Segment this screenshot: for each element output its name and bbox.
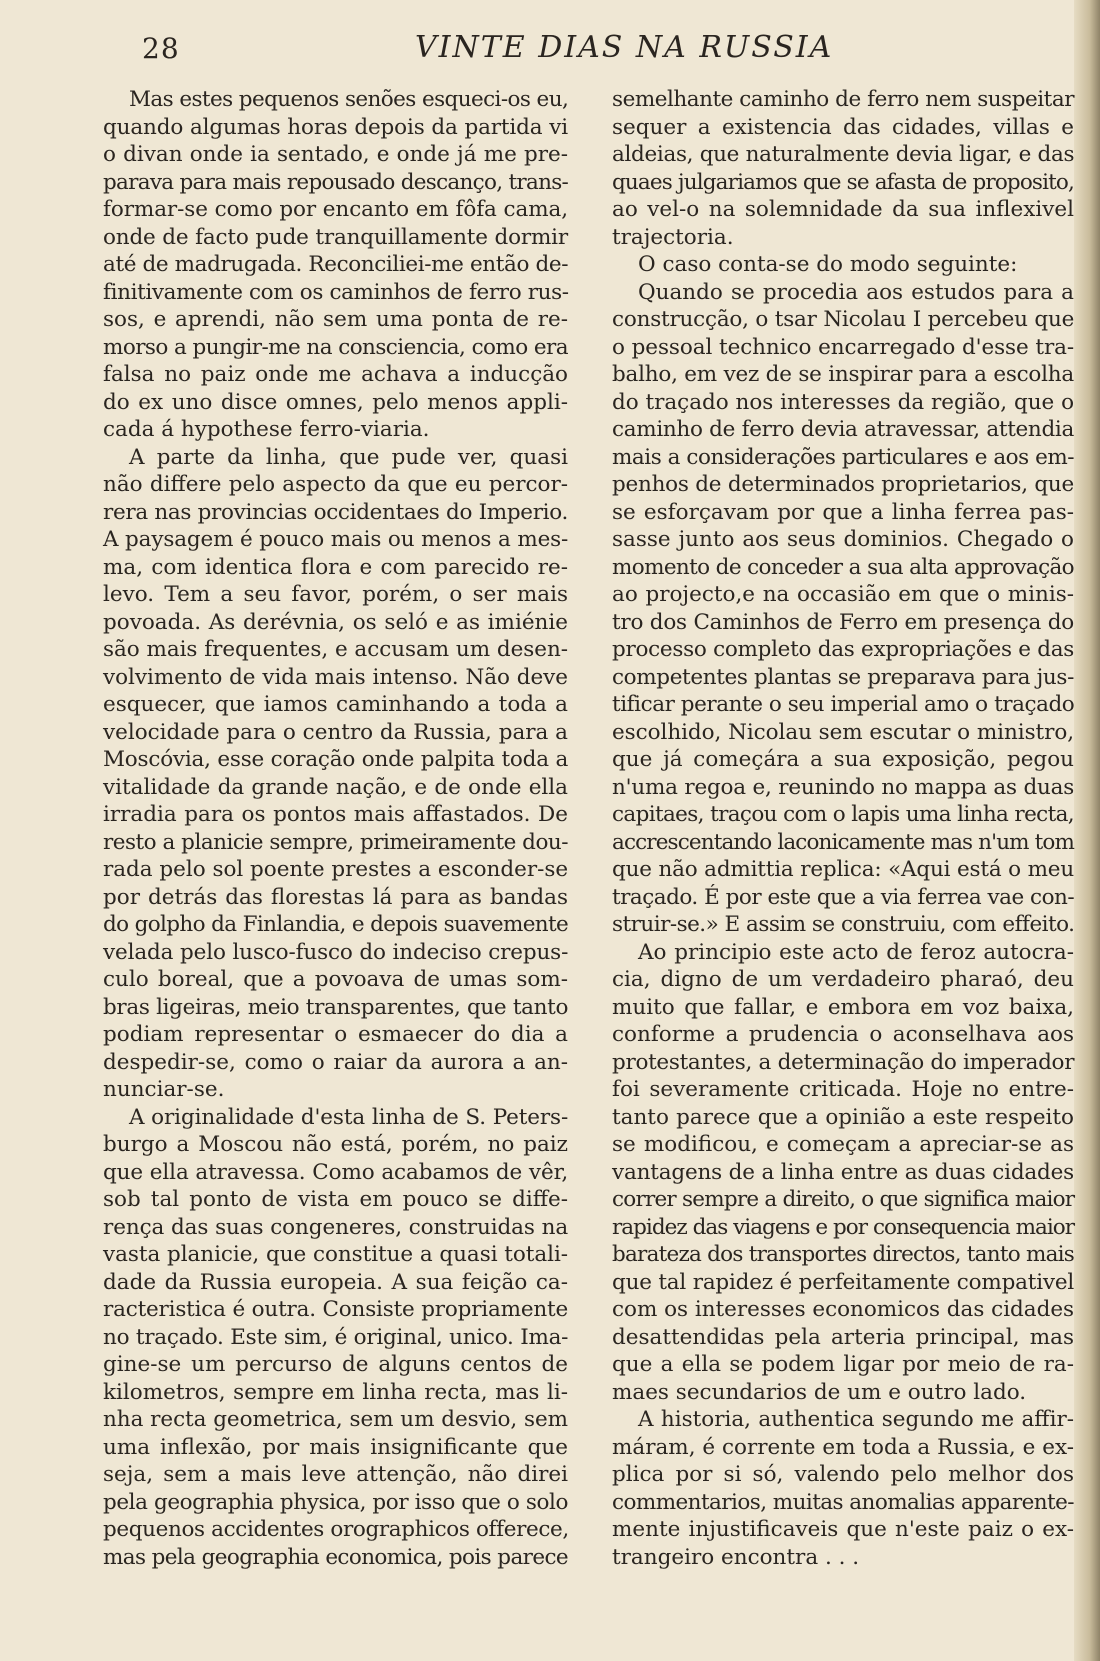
text-line: no traçado. Este sim, é original, unico. Ima-	[103, 1324, 569, 1350]
text-line: nha recta geometrica, sem um desvio, sem	[103, 1407, 568, 1432]
text-line: sequer a existencia das cidades, villas e	[612, 114, 1074, 140]
text-line: A historia, authentica segundo me affir-	[638, 1407, 1074, 1432]
text-line: struir-se.» E assim se construiu, com effeito.	[612, 912, 1075, 937]
text-line: vasta planicie, que constitue a quasi totali-	[103, 1242, 569, 1267]
text-line: bras ligeiras, meio transparentes, que tanto	[103, 994, 569, 1020]
text-line: traçado. É por este que a via ferrea vae con-	[612, 884, 1075, 910]
text-line: balho, em vez de se inspirar para a escolha	[612, 362, 1074, 387]
text-line: Mas estes pequenos senões esqueci-os eu,	[129, 87, 569, 112]
text-line: do traçado nos interesses da região, que o	[612, 389, 1074, 415]
text-line: nunciar-se.	[103, 1077, 225, 1102]
text-line: resto a planicie sempre, primeiramente dou-	[103, 829, 568, 855]
left-text-column	[103, 86, 568, 1571]
text-line: sasse junto aos seus dominios. Chegado o	[612, 527, 1074, 552]
text-line: plica por si só, valendo pelo melhor dos	[612, 1462, 1074, 1487]
text-line: escolhido, Nicolau sem escutar o ministro,	[612, 719, 1074, 745]
running-title: VINTE DIAS NA RUSSIA	[415, 30, 834, 65]
text-line: commentarios, muitas anomalias apparente-	[612, 1489, 1074, 1515]
text-line: correr sempre a direito, o que significa maior	[612, 1187, 1075, 1212]
text-line: penhos de determinados proprietarios, que	[612, 472, 1074, 497]
text-line: que já começára a sua exposição, pegou	[612, 747, 1074, 772]
text-line: processo completo das expropriações e das	[612, 637, 1075, 662]
text-line: irradia para os pontos mais affastados. De	[103, 802, 568, 827]
text-line: que não admittia replica: «Aqui está o meu	[612, 857, 1074, 882]
text-line: tificar perante o seu imperial amo o traçado	[612, 692, 1075, 717]
text-line: capitaes, traçou com o lapis uma linha recta,	[612, 802, 1074, 827]
text-line: gine-se um percurso de alguns centos de	[103, 1352, 568, 1377]
text-line: sob tal ponto de vista em pouco se diffe-	[103, 1187, 568, 1212]
text-line: burgo a Moscou não está, porém, no paiz	[103, 1132, 568, 1157]
right-text-column	[612, 86, 1074, 1571]
text-line: competentes plantas se preparava para jus-	[612, 664, 1074, 690]
text-line: A paysagem é pouco mais ou menos a mes-	[103, 527, 569, 552]
text-line: rada pelo sol poente prestes a esconder-se	[103, 857, 569, 882]
text-line: que ella atravessa. Como acabamos de vêr,	[103, 1159, 569, 1185]
text-line: tro dos Caminhos de Ferro em presença do	[612, 609, 1074, 635]
text-line: o pessoal technico encarregado d'esse tra-	[612, 334, 1075, 360]
text-line: aldeias, que naturalmente devia ligar, e das	[612, 142, 1075, 167]
text-line: que a ella se podem ligar por meio de ra-	[612, 1352, 1074, 1377]
text-line: A originalidade d'esta linha de S. Peters-	[129, 1104, 569, 1130]
text-line: quaes julgariamos que se afasta de proposito,	[612, 169, 1074, 195]
text-line: o divan onde ia sentado, e onde já me pre-	[103, 142, 568, 167]
text-line: A parte da linha, que pude ver, quasi	[129, 444, 568, 470]
text-line: mais a considerações particulares e aos em-	[612, 444, 1075, 470]
text-line: quando algumas horas depois da partida vi	[103, 114, 568, 140]
text-line: Moscóvia, esse coração onde palpita toda a	[103, 747, 569, 772]
text-line: desattendidas pela arteria principal, mas	[612, 1324, 1074, 1350]
text-line: formar-se como por encanto em fôfa cama,	[103, 197, 568, 222]
text-line: mente injustificaveis que n'este paiz o ex-	[612, 1517, 1074, 1542]
text-line: morso a pungir-me na consciencia, como era	[103, 334, 568, 360]
text-line: dade da Russia europeia. A sua feição ca-	[103, 1269, 568, 1295]
text-line: pela geographia physica, por isso que o solo	[103, 1489, 568, 1515]
text-line: levo. Tem a seu favor, porém, o ser mais	[103, 582, 568, 607]
text-line: máram, é corrente em toda a Russia, e ex-	[612, 1434, 1074, 1460]
text-line: do golpho da Finlandia, e depois suavemente	[103, 912, 569, 937]
text-line: vantagens de a linha entre as duas cidades	[612, 1159, 1075, 1185]
text-line: racteristica é outra. Consiste propriamente	[103, 1297, 568, 1322]
text-line: semelhante caminho de ferro nem suspeitar	[612, 87, 1074, 112]
text-line: falsa no paiz onde me achava a inducção	[103, 362, 568, 387]
text-line: rera nas provincias occidentaes do Imperio.	[103, 499, 568, 525]
page-number: 28	[142, 32, 180, 65]
text-line: finitivamente com os caminhos de ferro rus-	[103, 279, 569, 305]
text-line: não differe pelo aspecto da que eu percor-	[103, 472, 568, 497]
text-line: se esforçavam por que a linha ferrea pas-	[612, 499, 1074, 525]
text-line: pequenos accidentes orographicos offerece,	[103, 1517, 569, 1542]
text-line: parava para mais repousado descanço, trans-	[103, 169, 569, 195]
text-line: rapidez das viagens e por consequencia maior	[612, 1214, 1074, 1240]
page-edge	[1074, 0, 1100, 1661]
text-line: podiam representar o esmaecer do dia a	[103, 1022, 568, 1047]
text-line: caminho de ferro devia atravessar, attendia	[612, 417, 1074, 442]
text-line: ao projecto,e na occasião em que o minis-	[612, 582, 1074, 607]
text-line: esquecer, que iamos caminhando a toda a	[103, 692, 568, 717]
text-line: muito que fallar, e embora em voz baixa,	[612, 994, 1074, 1020]
text-line: tanto parece que a opinião a este respeito	[612, 1104, 1074, 1130]
text-line: se modificou, e começam a apreciar-se as	[612, 1132, 1074, 1157]
text-line: cada á hypothese ferro-viaria.	[103, 417, 430, 442]
text-line: conforme a prudencia o aconselhava aos	[612, 1022, 1074, 1047]
text-line: barateza dos transportes directos, tanto mais	[612, 1242, 1075, 1267]
text-line: cia, digno de um verdadeiro pharaó, deu	[612, 967, 1074, 992]
text-line: n'uma regoa e, reunindo no mappa as duas	[612, 774, 1075, 800]
text-line: kilometros, sempre em linha recta, mas li-	[103, 1379, 568, 1405]
text-line: ma, com identica flora e com parecido re-	[103, 554, 568, 580]
text-line: vitalidade da grande nação, e de onde ella	[103, 774, 568, 800]
text-line: trajectoria.	[612, 224, 734, 250]
text-line: povoada. As derévnia, os seló e as imiénie	[103, 609, 568, 635]
text-line: maes secundarios de um e outro lado.	[612, 1379, 1027, 1405]
text-line: Quando se procedia aos estudos para a	[638, 279, 1074, 305]
text-line: mas pela geographia economica, pois parece	[103, 1544, 568, 1570]
text-line: onde de facto pude tranquillamente dormir	[103, 224, 568, 250]
text-line: com os interesses economicos das cidades	[612, 1297, 1075, 1322]
text-line: culo boreal, que a povoava de umas som-	[103, 967, 568, 992]
text-line: que tal rapidez é perfeitamente compativel	[612, 1269, 1075, 1295]
text-line: seja, sem a mais leve attenção, não direi	[103, 1462, 568, 1487]
text-line: despedir-se, como o raiar da aurora a an-	[103, 1049, 568, 1075]
text-line: construcção, o tsar Nicolau I percebeu que	[612, 307, 1075, 332]
text-line: ao vel-o na solemnidade da sua inflexivel	[612, 197, 1074, 222]
text-line: trangeiro encontra . . .	[612, 1544, 860, 1570]
text-line: rença das suas congeneres, construidas na	[103, 1214, 569, 1240]
text-line: Ao principio este acto de feroz autocra-	[638, 939, 1074, 965]
text-line: velocidade para o centro da Russia, para a	[103, 719, 568, 745]
text-line: por detrás das florestas lá para as bandas	[103, 884, 568, 910]
text-line: até de madrugada. Reconciliei-me então de-	[103, 252, 569, 277]
page-header	[0, 22, 1100, 72]
text-line: volvimento de vida mais intenso. Não deve	[103, 664, 568, 690]
text-line: accrescentando laconicamente mas n'um tom	[612, 829, 1075, 855]
text-line: do ex uno disce omnes, pelo menos appli-	[103, 389, 568, 415]
text-line: protestantes, a determinação do imperador	[612, 1049, 1075, 1075]
text-line: O caso conta-se do modo seguinte:	[638, 252, 1018, 277]
text-line: são mais frequentes, e accusam um desen-	[103, 637, 568, 662]
text-line: uma inflexão, por mais insignificante que	[103, 1434, 568, 1460]
text-line: sos, e aprendi, não sem uma ponta de re-	[103, 307, 568, 332]
text-line: velada pelo lusco-fusco do indeciso crepus-	[103, 939, 569, 965]
text-line: foi severamente criticada. Hoje no entre-	[612, 1077, 1074, 1102]
text-line: momento de conceder a sua alta approvação	[612, 554, 1074, 580]
